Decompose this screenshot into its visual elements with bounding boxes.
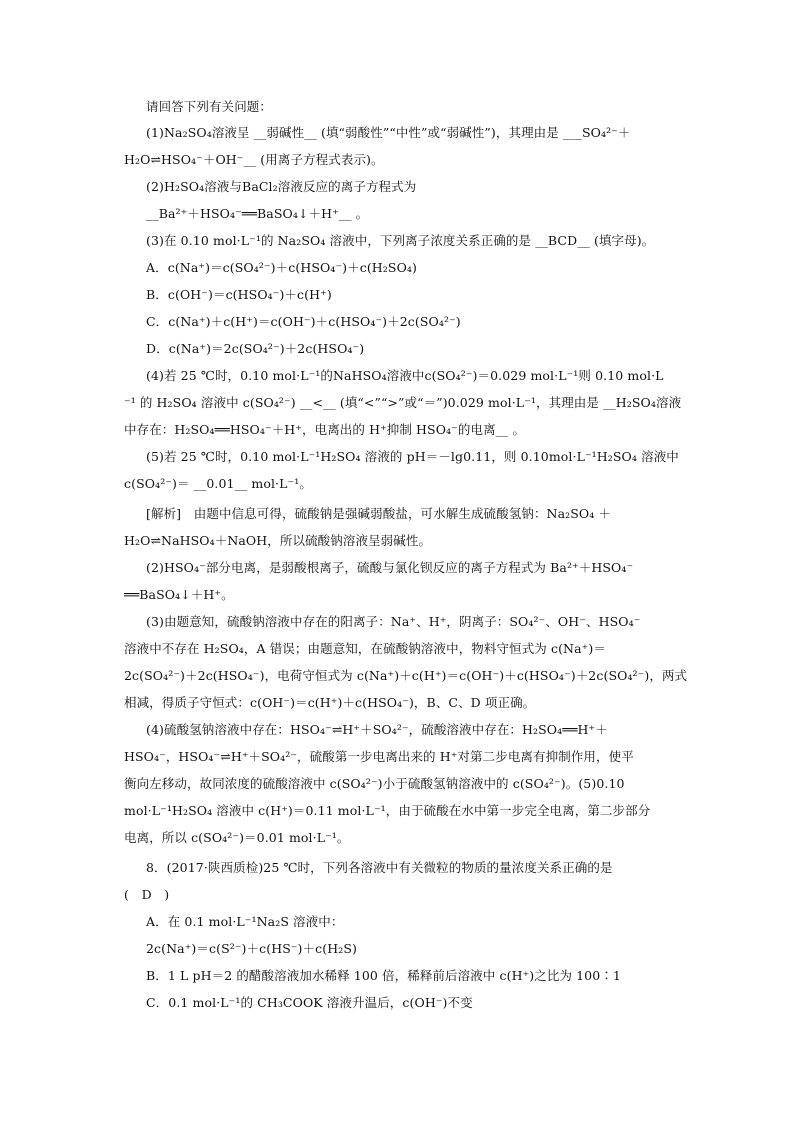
q8-option-b: B．1 L pH＝2 的醋酸溶液加水稀释 100 倍，稀释前后溶液中 c(H⁺)之比为 100∶1 <box>146 968 621 983</box>
analysis-line-11: 衡向左移动，故同浓度的硫酸溶液中 c(SO₄²⁻)小于硫酸氢钠溶液中的 c(SO₄²⁻)。(5)0.10 <box>124 776 625 791</box>
q8-option-c: C．0.1 mol·L⁻¹的 CH₃COOK 溶液升温后，c(OH⁻)不变 <box>146 995 473 1010</box>
analysis-line-12: mol·L⁻¹H₂SO₄ 溶液中 c(H⁺)＝0.11 mol·L⁻¹，由于硫酸在水中第一步完全电离，第二步部分 <box>124 803 651 818</box>
analysis-line-5: (3)由题意知，硫酸钠溶液中存在的阳离子：Na⁺、H⁺，阴离子：SO₄²⁻、OH⁻、HSO₄⁻ <box>146 614 641 629</box>
analysis-line-10: HSO₄⁻，HSO₄⁻⇌H⁺＋SO₄²⁻，硫酸第一步电离出来的 H⁺对第二步电离有抑制作用，使平 <box>124 749 634 764</box>
q3-option-c: C．c(Na⁺)＋c(H⁺)＝c(OH⁻)＋c(HSO₄⁻)＋2c(SO₄²⁻) <box>146 314 461 329</box>
q1-line-1: (1)Na₂SO₄溶液呈 __弱碱性__ (填“弱酸性”“中性”或“弱碱性”)，其理由是 ___SO₄²⁻＋ <box>146 125 631 140</box>
analysis-line-9: (4)硫酸氢钠溶液中存在：HSO₄⁻⇌H⁺＋SO₄²⁻，硫酸溶液中存在：H₂SO₄══H⁺＋ <box>146 722 608 737</box>
analysis-line-3: (2)HSO₄⁻部分电离，是弱酸根离子，硫酸与氯化钡反应的离子方程式为 Ba²⁺＋HSO₄⁻ <box>146 560 634 575</box>
q3-option-b: B．c(OH⁻)＝c(HSO₄⁻)＋c(H⁺) <box>146 287 332 302</box>
q5-line-2: c(SO₄²⁻)＝ __0.01__ mol·L⁻¹。 <box>124 476 312 491</box>
q8-stem-line-1: 8．(2017·陕西质检)25 ℃时，下列各溶液中有关微粒的物质的量浓度关系正确的是 <box>146 860 613 875</box>
analysis-line-6: 溶液中不存在 H₂SO₄，A 错误；由题意知，在硫酸钠溶液中，物料守恒式为 c(Na⁺)＝ <box>124 641 606 656</box>
q3-option-d: D．c(Na⁺)＝2c(SO₄²⁻)＋2c(HSO₄⁻) <box>146 341 365 356</box>
q4-line-3: 中存在：H₂SO₄══HSO₄⁻＋H⁺，电离出的 H⁺抑制 HSO₄⁻的电离__ 。 <box>124 422 526 437</box>
q4-line-1: (4)若 25 ℃时，0.10 mol·L⁻¹的NaHSO₄溶液中c(SO₄²⁻)＝0.029 mol·L⁻¹则 0.10 mol·L <box>146 368 664 383</box>
intro-line: 请回答下列有关问题： <box>146 99 273 114</box>
q1-line-2: H₂O⇌HSO₄⁻＋OH⁻__ (用离子方程式表示)。 <box>124 152 384 167</box>
q5-line-1: (5)若 25 ℃时，0.10 mol·L⁻¹H₂SO₄ 溶液的 pH＝－lg0.11，则 0.10mol·L⁻¹H₂SO₄ 溶液中 <box>146 449 679 464</box>
analysis-line-8: 相减，得质子守恒式：c(OH⁻)＝c(H⁺)＋c(HSO₄⁻)，B、C、D 项正确。 <box>124 695 536 710</box>
analysis-line-7: 2c(SO₄²⁻)＋2c(HSO₄⁻)，电荷守恒式为 c(Na⁺)＋c(H⁺)＝c(OH⁻)＋c(HSO₄⁻)＋2c(SO₄²⁻)，两式 <box>124 668 688 683</box>
q8-option-a-formula: 2c(Na⁺)＝c(S²⁻)＋c(HS⁻)＋c(H₂S) <box>146 941 357 956</box>
analysis-line-4: ══BaSO₄↓＋H⁺。 <box>124 587 234 602</box>
q2-line-2: __Ba²⁺＋HSO₄⁻══BaSO₄↓＋H⁺__ 。 <box>146 206 369 221</box>
q3-option-a: A．c(Na⁺)＝c(SO₄²⁻)＋c(HSO₄⁻)＋c(H₂SO₄) <box>146 260 418 275</box>
q3-line: (3)在 0.10 mol·L⁻¹的 Na₂SO₄ 溶液中，下列离子浓度关系正确的是 __BCD__ (填字母)。 <box>146 233 655 248</box>
q8-option-a: A．在 0.1 mol·L⁻¹Na₂S 溶液中： <box>146 914 344 929</box>
q2-line-1: (2)H₂SO₄溶液与BaCl₂溶液反应的离子方程式为 <box>146 179 417 194</box>
analysis-line-13: 电离，所以 c(SO₄²⁻)＝0.01 mol·L⁻¹。 <box>124 830 350 845</box>
q8-answer: ( D ) <box>124 887 170 902</box>
analysis-line-2: H₂O⇌NaHSO₄＋NaOH，所以硫酸钠溶液呈弱碱性。 <box>124 533 432 548</box>
q4-line-2: ⁻¹ 的 H₂SO₄ 溶液中 c(SO₄²⁻) __<__ (填“<”“>”或“＝”)0.029 mol·L⁻¹，其理由是 __H₂SO₄溶液 <box>124 395 682 410</box>
analysis-line-1: [解析] 由题中信息可得，硫酸钠是强碱弱酸盐，可水解生成硫酸氢钠：Na₂SO₄ ＋ <box>146 506 612 521</box>
